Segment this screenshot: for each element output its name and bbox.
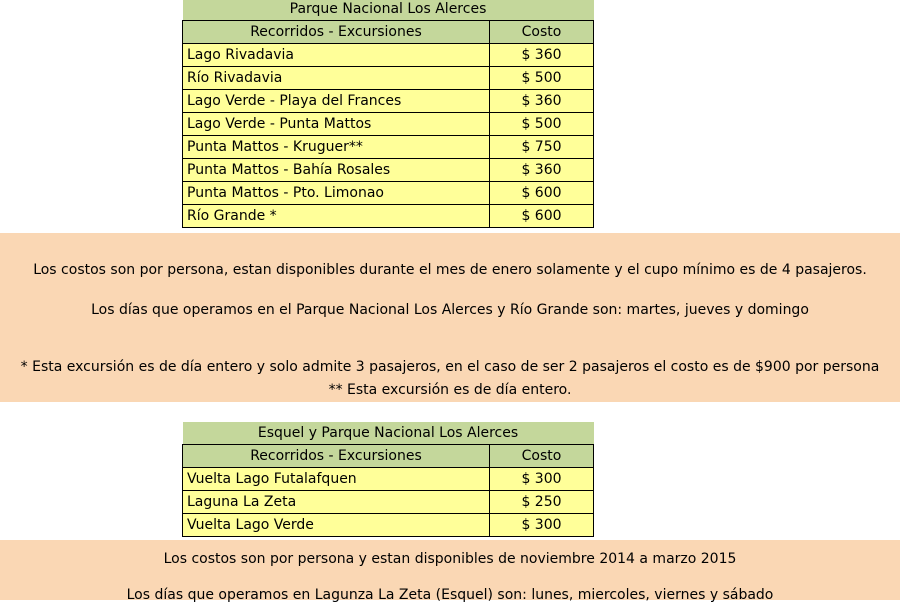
excursion-name: Vuelta Lago Verde [183, 514, 490, 537]
table-title: Parque Nacional Los Alerces [183, 0, 594, 21]
excursion-price: $ 360 [490, 90, 594, 113]
notes-box-los-alerces [0, 233, 900, 402]
excursions-table-esquel [182, 422, 594, 537]
table-row [183, 67, 594, 90]
excursion-price: $ 750 [490, 136, 594, 159]
excursion-name: Laguna La Zeta [183, 491, 490, 514]
table-title-row [183, 422, 594, 445]
table-header-row [183, 445, 594, 468]
table-row [183, 44, 594, 67]
excursion-name: Lago Verde - Playa del Frances [183, 90, 490, 113]
note-line: * Esta excursión es de día entero y solo admite 3 pasajeros, en el caso de ser 2 pasajeros el costo es de $900 por persona [20, 359, 880, 375]
excursion-price: $ 500 [490, 67, 594, 90]
note-line: Los días que operamos en Lagunza La Zeta (Esquel) son: lunes, miercoles, viernes y sábado [126, 587, 774, 603]
table-row [183, 182, 594, 205]
column-header-cost: Costo [490, 445, 594, 468]
excursion-name: Lago Rivadavia [183, 44, 490, 67]
table-row [183, 136, 594, 159]
excursion-name: Punta Mattos - Bahía Rosales [183, 159, 490, 182]
excursion-price: $ 300 [490, 514, 594, 537]
table-row [183, 113, 594, 136]
excursion-name: Lago Verde - Punta Mattos [183, 113, 490, 136]
table-header-row [183, 21, 594, 44]
note-line: ** Esta excursión es de día entero. [328, 382, 572, 398]
excursion-price: $ 360 [490, 44, 594, 67]
excursion-name: Vuelta Lago Futalafquen [183, 468, 490, 491]
table-row [183, 90, 594, 113]
table-row [183, 468, 594, 491]
excursion-price: $ 600 [490, 182, 594, 205]
excursion-name: Río Rivadavia [183, 67, 490, 90]
note-line: Los costos son por persona y estan disponibles de noviembre 2014 a marzo 2015 [163, 551, 737, 567]
table-title: Esquel y Parque Nacional Los Alerces [183, 422, 594, 445]
excursion-name: Punta Mattos - Pto. Limonao [183, 182, 490, 205]
note-line: Los costos son por persona, estan disponibles durante el mes de enero solamente y el cupo mínimo es de 4 pasajeros. [33, 262, 867, 278]
column-header-cost: Costo [490, 21, 594, 44]
excursion-price: $ 250 [490, 491, 594, 514]
excursion-price: $ 300 [490, 468, 594, 491]
excursion-price: $ 600 [490, 205, 594, 228]
excursions-table-los-alerces [182, 0, 594, 228]
column-header-excursion: Recorridos - Excursiones [183, 445, 490, 468]
column-header-excursion: Recorridos - Excursiones [183, 21, 490, 44]
table-title-row [183, 0, 594, 21]
note-line: Los días que operamos en el Parque Nacional Los Alerces y Río Grande son: martes, jueves y domingo [91, 302, 809, 318]
excursion-name: Río Grande * [183, 205, 490, 228]
notes-box-esquel [0, 540, 900, 603]
excursion-price: $ 500 [490, 113, 594, 136]
table-row [183, 205, 594, 228]
excursion-name: Punta Mattos - Kruguer** [183, 136, 490, 159]
excursion-price: $ 360 [490, 159, 594, 182]
table-row [183, 159, 594, 182]
table-row [183, 514, 594, 537]
table-row [183, 491, 594, 514]
